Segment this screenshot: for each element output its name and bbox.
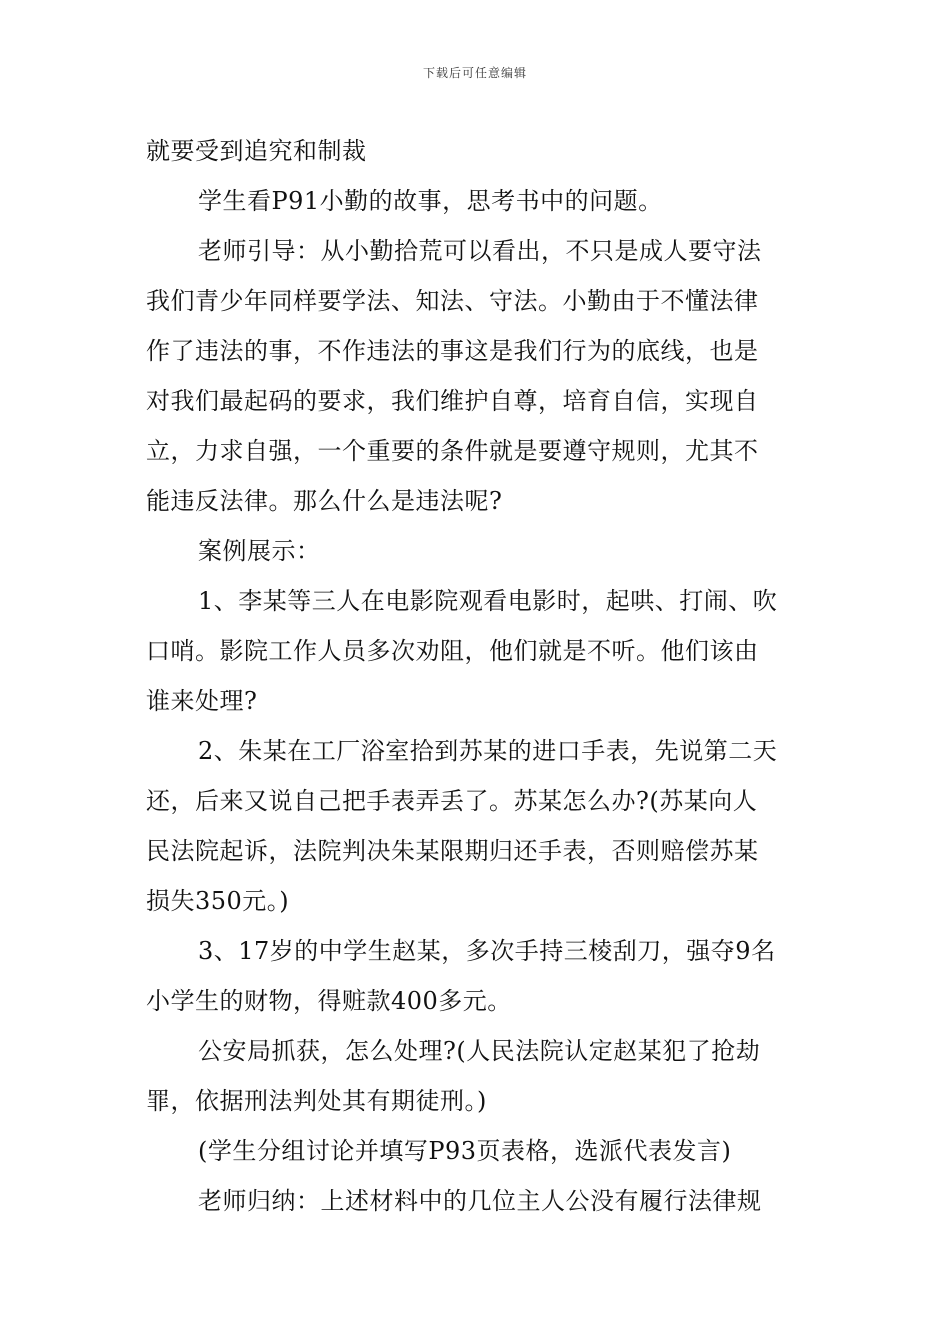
- text-line: 公安局抓获，怎么处理?(人民法院认定赵某犯了抢劫: [198, 1037, 761, 1065]
- text-line: 罪，依据刑法判处其有期徒刑。): [146, 1087, 487, 1115]
- text-line: 老师引导：从小勤拾荒可以看出，不只是成人要守法: [198, 237, 762, 265]
- text-line: 谁来处理?: [146, 687, 258, 715]
- text-line: 口哨。影院工作人员多次劝阻，他们就是不听。他们该由: [146, 637, 759, 665]
- document-body: [146, 126, 810, 1226]
- text-line: 案例展示：: [198, 537, 321, 565]
- text-line: 小学生的财物，得赃款400多元。: [146, 987, 512, 1015]
- text-line: 就要受到追究和制裁: [146, 137, 367, 165]
- text-line: 1、李某等三人在电影院观看电影时，起哄、打闹、吹: [198, 587, 778, 615]
- text-line: 能违反法律。那么什么是违法呢?: [146, 487, 503, 515]
- text-line: (学生分组讨论并填写P93页表格，选派代表发言): [198, 1137, 732, 1165]
- text-line: 学生看P91小勤的故事，思考书中的问题。: [198, 187, 663, 215]
- text-line: 对我们最起码的要求，我们维护自尊，培育自信，实现自: [146, 387, 759, 415]
- text-line: 民法院起诉，法院判决朱某限期归还手表，否则赔偿苏某: [146, 837, 759, 865]
- text-line: 我们青少年同样要学法、知法、守法。小勤由于不懂法律: [146, 287, 759, 315]
- text-line: 作了违法的事，不作违法的事这是我们行为的底线，也是: [146, 337, 759, 365]
- text-line: 2、朱某在工厂浴室拾到苏某的进口手表，先说第二天: [198, 737, 778, 765]
- page-header: 下载后可任意编辑: [422, 66, 527, 80]
- text-line: 3、17岁的中学生赵某，多次手持三棱刮刀，强夺9名: [198, 937, 776, 965]
- text-line: 还，后来又说自己把手表弄丢了。苏某怎么办?(苏某向人: [146, 787, 758, 815]
- text-line: 损失350元。): [146, 887, 290, 915]
- text-line: 老师归纳：上述材料中的几位主人公没有履行法律规: [198, 1187, 762, 1215]
- text-line: 立，力求自强，一个重要的条件就是要遵守规则，尤其不: [146, 437, 759, 465]
